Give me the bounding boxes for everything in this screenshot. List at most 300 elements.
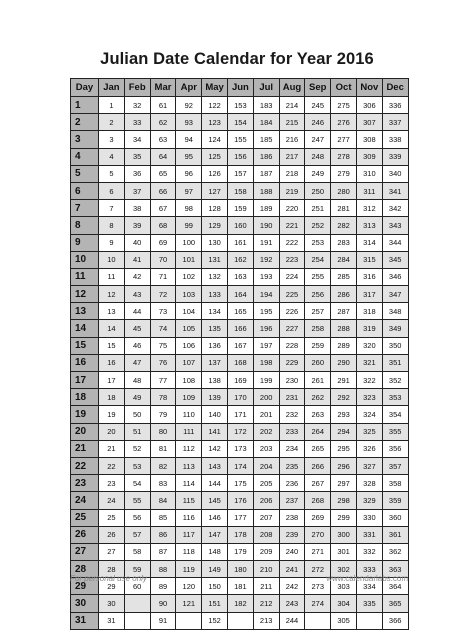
julian-day-cell: 43 xyxy=(124,286,150,303)
julian-date-table-container xyxy=(70,78,408,630)
julian-day-cell: 305 xyxy=(331,612,357,629)
julian-day-cell: 298 xyxy=(331,492,357,509)
julian-day-cell: 177 xyxy=(227,509,253,526)
julian-day-cell: 315 xyxy=(356,251,382,268)
julian-day-cell: 91 xyxy=(150,612,176,629)
julian-day-cell: 17 xyxy=(99,372,125,389)
julian-day-cell: 247 xyxy=(305,131,331,148)
julian-day-cell: 125 xyxy=(202,148,228,165)
julian-day-cell: 141 xyxy=(202,423,228,440)
julian-day-cell: 74 xyxy=(150,320,176,337)
julian-day-cell: 190 xyxy=(253,217,279,234)
julian-day-cell: 45 xyxy=(124,320,150,337)
day-number-cell: 24 xyxy=(71,492,99,509)
julian-day-cell: 157 xyxy=(227,165,253,182)
julian-day-cell xyxy=(124,595,150,612)
julian-day-cell: 283 xyxy=(331,234,357,251)
julian-day-cell: 143 xyxy=(202,457,228,474)
julian-day-cell: 333 xyxy=(356,561,382,578)
julian-day-cell: 113 xyxy=(176,457,202,474)
julian-day-cell: 273 xyxy=(305,578,331,595)
julian-day-cell: 230 xyxy=(279,372,305,389)
julian-day-cell: 164 xyxy=(227,286,253,303)
julian-day-cell: 219 xyxy=(279,182,305,199)
julian-day-cell: 28 xyxy=(99,561,125,578)
table-row xyxy=(71,543,409,560)
julian-day-cell: 227 xyxy=(279,320,305,337)
julian-day-cell: 95 xyxy=(176,148,202,165)
julian-day-cell: 234 xyxy=(279,440,305,457)
julian-day-cell: 140 xyxy=(202,406,228,423)
julian-day-cell: 225 xyxy=(279,286,305,303)
julian-day-cell: 50 xyxy=(124,406,150,423)
julian-day-cell: 274 xyxy=(305,595,331,612)
julian-day-cell: 235 xyxy=(279,457,305,474)
julian-day-cell: 261 xyxy=(305,372,331,389)
julian-day-cell: 114 xyxy=(176,475,202,492)
julian-day-cell: 51 xyxy=(124,423,150,440)
julian-day-cell: 172 xyxy=(227,423,253,440)
julian-day-cell: 33 xyxy=(124,114,150,131)
julian-day-cell: 252 xyxy=(305,217,331,234)
julian-day-cell: 286 xyxy=(331,286,357,303)
julian-day-cell: 110 xyxy=(176,406,202,423)
table-row xyxy=(71,320,409,337)
julian-day-cell: 232 xyxy=(279,406,305,423)
julian-day-cell: 176 xyxy=(227,492,253,509)
table-row xyxy=(71,200,409,217)
table-row xyxy=(71,440,409,457)
julian-day-cell: 108 xyxy=(176,372,202,389)
julian-day-cell: 205 xyxy=(253,475,279,492)
julian-day-cell: 102 xyxy=(176,268,202,285)
julian-day-cell: 236 xyxy=(279,475,305,492)
julian-day-cell: 317 xyxy=(356,286,382,303)
julian-day-cell: 32 xyxy=(124,97,150,114)
julian-day-cell: 350 xyxy=(382,337,408,354)
julian-day-cell: 146 xyxy=(202,509,228,526)
julian-day-cell: 264 xyxy=(305,423,331,440)
julian-day-cell: 338 xyxy=(382,131,408,148)
julian-day-cell: 290 xyxy=(331,354,357,371)
julian-day-cell: 52 xyxy=(124,440,150,457)
julian-day-cell: 171 xyxy=(227,406,253,423)
julian-day-cell xyxy=(356,612,382,629)
julian-day-cell: 6 xyxy=(99,182,125,199)
julian-day-cell: 99 xyxy=(176,217,202,234)
julian-day-cell: 19 xyxy=(99,406,125,423)
julian-day-cell: 318 xyxy=(356,303,382,320)
julian-day-cell: 60 xyxy=(124,578,150,595)
julian-day-cell: 259 xyxy=(305,337,331,354)
table-row xyxy=(71,165,409,182)
julian-day-cell: 251 xyxy=(305,200,331,217)
julian-day-cell: 53 xyxy=(124,457,150,474)
julian-day-cell: 281 xyxy=(331,200,357,217)
julian-day-cell: 296 xyxy=(331,457,357,474)
julian-day-cell: 325 xyxy=(356,423,382,440)
julian-day-cell: 131 xyxy=(202,251,228,268)
julian-day-cell: 49 xyxy=(124,389,150,406)
julian-day-cell: 308 xyxy=(356,131,382,148)
julian-day-cell: 242 xyxy=(279,578,305,595)
julian-day-cell: 212 xyxy=(253,595,279,612)
julian-day-cell: 124 xyxy=(202,131,228,148)
julian-day-cell: 321 xyxy=(356,354,382,371)
day-number-cell: 11 xyxy=(71,268,99,285)
julian-day-cell: 107 xyxy=(176,354,202,371)
julian-day-cell: 349 xyxy=(382,320,408,337)
julian-day-cell: 201 xyxy=(253,406,279,423)
julian-day-cell: 348 xyxy=(382,303,408,320)
julian-day-cell: 35 xyxy=(124,148,150,165)
table-row xyxy=(71,114,409,131)
julian-day-cell: 313 xyxy=(356,217,382,234)
julian-day-cell: 265 xyxy=(305,440,331,457)
day-number-cell: 7 xyxy=(71,200,99,217)
day-number-cell: 10 xyxy=(71,251,99,268)
julian-day-cell xyxy=(124,612,150,629)
julian-day-cell: 25 xyxy=(99,509,125,526)
julian-day-cell: 29 xyxy=(99,578,125,595)
julian-day-cell: 345 xyxy=(382,251,408,268)
julian-day-cell: 198 xyxy=(253,354,279,371)
julian-day-cell: 76 xyxy=(150,354,176,371)
julian-day-cell: 181 xyxy=(227,578,253,595)
julian-day-cell: 332 xyxy=(356,543,382,560)
julian-day-cell: 24 xyxy=(99,492,125,509)
julian-day-cell: 119 xyxy=(176,561,202,578)
julian-day-cell: 213 xyxy=(253,612,279,629)
julian-day-cell: 307 xyxy=(356,114,382,131)
julian-day-cell: 244 xyxy=(279,612,305,629)
julian-day-cell: 1 xyxy=(99,97,125,114)
julian-day-cell: 116 xyxy=(176,509,202,526)
julian-day-cell: 357 xyxy=(382,457,408,474)
julian-day-cell: 136 xyxy=(202,337,228,354)
julian-day-cell: 41 xyxy=(124,251,150,268)
julian-day-cell: 42 xyxy=(124,268,150,285)
day-number-cell: 15 xyxy=(71,337,99,354)
day-number-cell: 30 xyxy=(71,595,99,612)
julian-day-cell: 193 xyxy=(253,268,279,285)
julian-day-cell: 302 xyxy=(331,561,357,578)
header-month: May xyxy=(202,79,228,97)
julian-day-cell: 185 xyxy=(253,131,279,148)
julian-day-cell: 7 xyxy=(99,200,125,217)
julian-day-cell: 174 xyxy=(227,457,253,474)
julian-day-cell: 304 xyxy=(331,595,357,612)
julian-day-cell: 14 xyxy=(99,320,125,337)
julian-day-cell: 109 xyxy=(176,389,202,406)
header-month: Feb xyxy=(124,79,150,97)
julian-day-cell: 200 xyxy=(253,389,279,406)
julian-day-cell: 221 xyxy=(279,217,305,234)
julian-day-cell: 148 xyxy=(202,543,228,560)
day-number-cell: 19 xyxy=(71,406,99,423)
julian-day-cell: 202 xyxy=(253,423,279,440)
julian-day-cell: 38 xyxy=(124,200,150,217)
julian-day-cell: 339 xyxy=(382,148,408,165)
julian-day-cell: 11 xyxy=(99,268,125,285)
julian-day-cell: 278 xyxy=(331,148,357,165)
day-number-cell: 31 xyxy=(71,612,99,629)
julian-day-cell: 192 xyxy=(253,251,279,268)
julian-day-cell: 178 xyxy=(227,526,253,543)
day-number-cell: 28 xyxy=(71,561,99,578)
julian-day-cell: 150 xyxy=(202,578,228,595)
header-month: Aug xyxy=(279,79,305,97)
julian-day-cell: 310 xyxy=(356,165,382,182)
julian-day-cell xyxy=(305,612,331,629)
julian-day-cell: 142 xyxy=(202,440,228,457)
julian-day-cell: 343 xyxy=(382,217,408,234)
julian-day-cell: 20 xyxy=(99,423,125,440)
julian-day-cell: 197 xyxy=(253,337,279,354)
table-row xyxy=(71,457,409,474)
julian-day-cell: 334 xyxy=(356,578,382,595)
table-row xyxy=(71,268,409,285)
julian-day-cell: 361 xyxy=(382,526,408,543)
header-month: Apr xyxy=(176,79,202,97)
julian-day-cell: 320 xyxy=(356,337,382,354)
julian-day-cell: 329 xyxy=(356,492,382,509)
julian-day-cell: 341 xyxy=(382,182,408,199)
julian-day-cell: 55 xyxy=(124,492,150,509)
julian-day-cell: 90 xyxy=(150,595,176,612)
julian-day-cell: 106 xyxy=(176,337,202,354)
julian-day-cell: 299 xyxy=(331,509,357,526)
julian-day-cell: 254 xyxy=(305,251,331,268)
julian-day-cell: 144 xyxy=(202,475,228,492)
julian-day-cell: 311 xyxy=(356,182,382,199)
julian-day-cell: 183 xyxy=(253,97,279,114)
julian-day-cell: 215 xyxy=(279,114,305,131)
julian-day-cell: 121 xyxy=(176,595,202,612)
julian-day-cell: 97 xyxy=(176,182,202,199)
julian-day-cell: 151 xyxy=(202,595,228,612)
day-number-cell: 27 xyxy=(71,543,99,560)
julian-day-cell: 301 xyxy=(331,543,357,560)
julian-day-cell: 18 xyxy=(99,389,125,406)
julian-day-cell: 263 xyxy=(305,406,331,423)
julian-day-cell: 260 xyxy=(305,354,331,371)
table-header-row xyxy=(71,79,409,97)
julian-day-cell: 237 xyxy=(279,492,305,509)
julian-day-cell: 173 xyxy=(227,440,253,457)
julian-day-cell: 39 xyxy=(124,217,150,234)
julian-day-cell: 155 xyxy=(227,131,253,148)
julian-day-cell: 218 xyxy=(279,165,305,182)
julian-day-cell: 87 xyxy=(150,543,176,560)
table-row xyxy=(71,354,409,371)
julian-day-cell: 58 xyxy=(124,543,150,560)
julian-day-cell: 85 xyxy=(150,509,176,526)
julian-day-cell: 26 xyxy=(99,526,125,543)
julian-day-cell: 117 xyxy=(176,526,202,543)
julian-day-cell: 351 xyxy=(382,354,408,371)
julian-day-cell: 145 xyxy=(202,492,228,509)
julian-day-cell: 161 xyxy=(227,234,253,251)
julian-day-cell: 249 xyxy=(305,165,331,182)
julian-day-cell: 319 xyxy=(356,320,382,337)
julian-day-cell: 217 xyxy=(279,148,305,165)
julian-day-cell: 309 xyxy=(356,148,382,165)
julian-day-cell: 359 xyxy=(382,492,408,509)
day-number-cell: 17 xyxy=(71,372,99,389)
julian-day-cell: 358 xyxy=(382,475,408,492)
header-day: Day xyxy=(71,79,99,97)
julian-day-cell: 228 xyxy=(279,337,305,354)
julian-day-cell: 352 xyxy=(382,372,408,389)
julian-day-cell: 314 xyxy=(356,234,382,251)
julian-day-cell: 324 xyxy=(356,406,382,423)
julian-day-cell: 258 xyxy=(305,320,331,337)
julian-day-cell: 344 xyxy=(382,234,408,251)
table-row xyxy=(71,526,409,543)
table-row xyxy=(71,389,409,406)
julian-day-cell: 267 xyxy=(305,475,331,492)
julian-day-cell: 204 xyxy=(253,457,279,474)
header-month: Mar xyxy=(150,79,176,97)
julian-day-cell: 138 xyxy=(202,372,228,389)
julian-day-cell: 248 xyxy=(305,148,331,165)
day-number-cell: 26 xyxy=(71,526,99,543)
julian-day-cell: 166 xyxy=(227,320,253,337)
header-month: Jan xyxy=(99,79,125,97)
julian-day-cell: 347 xyxy=(382,286,408,303)
table-row xyxy=(71,303,409,320)
julian-day-cell: 362 xyxy=(382,543,408,560)
julian-day-cell: 196 xyxy=(253,320,279,337)
julian-day-cell: 47 xyxy=(124,354,150,371)
julian-day-cell: 162 xyxy=(227,251,253,268)
julian-day-cell: 94 xyxy=(176,131,202,148)
julian-day-cell: 135 xyxy=(202,320,228,337)
julian-day-cell: 182 xyxy=(227,595,253,612)
julian-day-cell: 9 xyxy=(99,234,125,251)
table-row xyxy=(71,509,409,526)
julian-day-cell: 105 xyxy=(176,320,202,337)
julian-day-cell: 226 xyxy=(279,303,305,320)
day-number-cell: 2 xyxy=(71,114,99,131)
day-number-cell: 20 xyxy=(71,423,99,440)
julian-day-cell: 366 xyxy=(382,612,408,629)
julian-day-cell: 123 xyxy=(202,114,228,131)
julian-day-cell: 255 xyxy=(305,268,331,285)
julian-day-cell: 126 xyxy=(202,165,228,182)
julian-day-cell: 216 xyxy=(279,131,305,148)
table-row xyxy=(71,234,409,251)
table-row xyxy=(71,337,409,354)
day-number-cell: 16 xyxy=(71,354,99,371)
julian-day-cell: 128 xyxy=(202,200,228,217)
julian-day-cell: 16 xyxy=(99,354,125,371)
day-number-cell: 18 xyxy=(71,389,99,406)
julian-day-cell: 300 xyxy=(331,526,357,543)
julian-day-cell: 80 xyxy=(150,423,176,440)
julian-day-cell: 70 xyxy=(150,251,176,268)
julian-day-cell: 88 xyxy=(150,561,176,578)
julian-day-cell: 4 xyxy=(99,148,125,165)
day-number-cell: 9 xyxy=(71,234,99,251)
julian-day-cell: 30 xyxy=(99,595,125,612)
header-month: Sep xyxy=(305,79,331,97)
julian-day-cell: 163 xyxy=(227,268,253,285)
julian-day-cell: 277 xyxy=(331,131,357,148)
julian-day-cell: 100 xyxy=(176,234,202,251)
julian-day-cell: 104 xyxy=(176,303,202,320)
julian-day-cell: 303 xyxy=(331,578,357,595)
julian-day-cell xyxy=(176,612,202,629)
day-number-cell: 4 xyxy=(71,148,99,165)
julian-day-cell: 137 xyxy=(202,354,228,371)
julian-day-cell: 250 xyxy=(305,182,331,199)
julian-day-cell: 72 xyxy=(150,286,176,303)
julian-day-cell: 73 xyxy=(150,303,176,320)
julian-day-cell: 180 xyxy=(227,561,253,578)
julian-day-cell: 208 xyxy=(253,526,279,543)
julian-day-cell: 111 xyxy=(176,423,202,440)
julian-day-cell: 2 xyxy=(99,114,125,131)
julian-day-cell: 199 xyxy=(253,372,279,389)
julian-day-cell: 220 xyxy=(279,200,305,217)
julian-day-cell: 346 xyxy=(382,268,408,285)
julian-day-cell: 127 xyxy=(202,182,228,199)
table-row xyxy=(71,595,409,612)
julian-day-cell: 335 xyxy=(356,595,382,612)
table-row xyxy=(71,612,409,629)
julian-day-cell: 328 xyxy=(356,475,382,492)
julian-day-cell: 364 xyxy=(382,578,408,595)
julian-day-cell: 223 xyxy=(279,251,305,268)
julian-day-cell: 147 xyxy=(202,526,228,543)
julian-day-cell: 158 xyxy=(227,182,253,199)
julian-day-cell: 62 xyxy=(150,114,176,131)
day-number-cell: 5 xyxy=(71,165,99,182)
julian-day-cell: 103 xyxy=(176,286,202,303)
julian-day-cell: 327 xyxy=(356,457,382,474)
julian-day-cell: 239 xyxy=(279,526,305,543)
julian-day-cell: 179 xyxy=(227,543,253,560)
day-number-cell: 12 xyxy=(71,286,99,303)
julian-day-cell: 57 xyxy=(124,526,150,543)
julian-day-cell: 211 xyxy=(253,578,279,595)
julian-day-cell: 89 xyxy=(150,578,176,595)
day-number-cell: 13 xyxy=(71,303,99,320)
julian-day-cell xyxy=(227,612,253,629)
julian-day-cell: 233 xyxy=(279,423,305,440)
julian-day-cell: 365 xyxy=(382,595,408,612)
day-number-cell: 1 xyxy=(71,97,99,114)
julian-day-cell: 59 xyxy=(124,561,150,578)
julian-day-cell: 306 xyxy=(356,97,382,114)
julian-day-cell: 271 xyxy=(305,543,331,560)
julian-day-cell: 229 xyxy=(279,354,305,371)
julian-day-cell: 77 xyxy=(150,372,176,389)
julian-day-cell: 153 xyxy=(227,97,253,114)
julian-day-cell: 287 xyxy=(331,303,357,320)
julian-day-cell: 214 xyxy=(279,97,305,114)
julian-day-cell: 322 xyxy=(356,372,382,389)
julian-day-cell: 132 xyxy=(202,268,228,285)
julian-day-cell: 284 xyxy=(331,251,357,268)
julian-day-cell: 63 xyxy=(150,131,176,148)
table-row xyxy=(71,286,409,303)
julian-day-cell: 81 xyxy=(150,440,176,457)
day-number-cell: 8 xyxy=(71,217,99,234)
julian-day-cell: 130 xyxy=(202,234,228,251)
